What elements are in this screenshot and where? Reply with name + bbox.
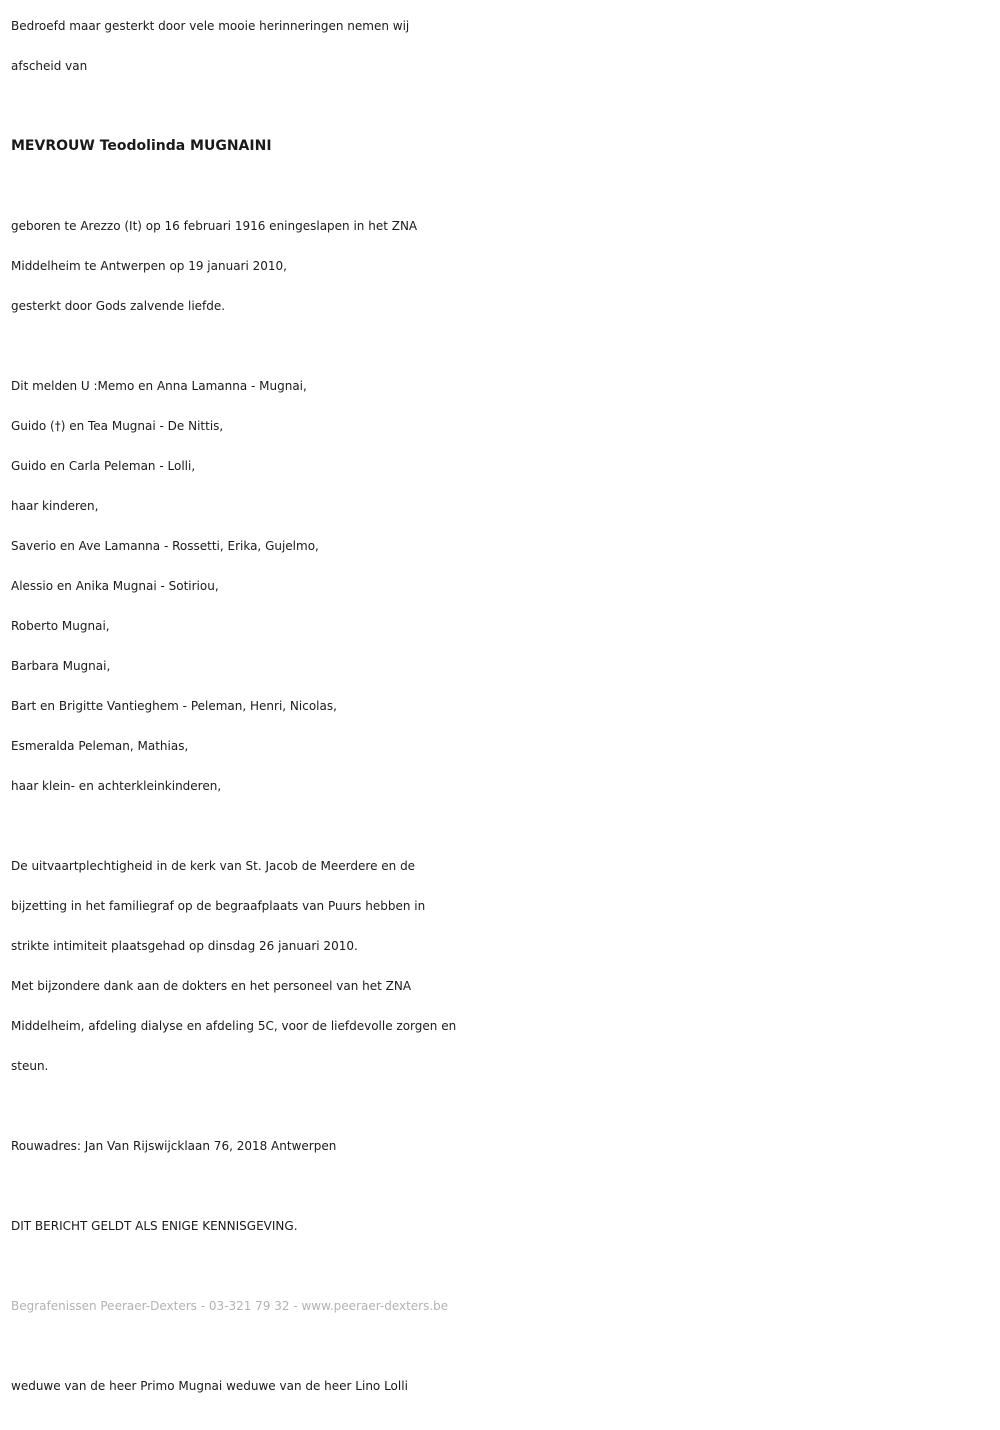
deceased-name: MEVROUW Teodolinda MUGNAINI [11, 138, 272, 154]
family-line: Saverio en Ave Lamanna - Rossetti, Erika, Gujelmo, [11, 539, 319, 553]
ceremony-line: Middelheim, afdeling dialyse en afdeling 5C, voor de liefdevolle zorgen en [11, 1019, 457, 1033]
spacer [11, 1246, 991, 1286]
family-line: Bart en Brigitte Vantieghem - Peleman, Henri, Nicolas, [11, 699, 337, 713]
family-line: Esmeralda Peleman, Mathias, [11, 739, 189, 753]
birth-line: Middelheim te Antwerpen op 19 januari 2010, [11, 259, 287, 273]
spacer [11, 166, 991, 206]
spacer [11, 86, 991, 126]
intro-line: afscheid van [11, 59, 88, 73]
spacer [11, 1326, 991, 1366]
intro-line: Bedroefd maar gesterkt door vele mooie herinneringen nemen wij [11, 19, 410, 33]
family-line: Guido (†) en Tea Mugnai - De Nittis, [11, 419, 224, 433]
intro-block [11, 6, 991, 86]
family-line: haar klein- en achterkleinkinderen, [11, 779, 222, 793]
birth-line: gesterkt door Gods zalvende liefde. [11, 299, 226, 313]
obituary-document [11, 6, 991, 1406]
ceremony-line: bijzetting in het familiegraf op de begraafplaats van Puurs hebben in [11, 899, 426, 913]
notice-text: DIT BERICHT GELDT ALS ENIGE KENNISGEVING. [11, 1219, 298, 1233]
spacer [11, 1086, 991, 1126]
ceremony-block [11, 846, 991, 1086]
ceremony-line: steun. [11, 1059, 49, 1073]
funeral-home-info: Begrafenissen Peeraer-Dexters - 03-321 79 32 - www.peeraer-dexters.be [11, 1299, 449, 1313]
birth-block [11, 206, 991, 326]
ceremony-line: strikte intimiteit plaatsgehad op dinsdag 26 januari 2010. [11, 939, 358, 953]
family-line: haar kinderen, [11, 499, 99, 513]
spacer [11, 1166, 991, 1206]
family-line: Guido en Carla Peleman - Lolli, [11, 459, 196, 473]
spacer [11, 806, 991, 846]
family-block [11, 366, 991, 806]
spacer [11, 326, 991, 366]
family-line: Alessio en Anika Mugnai - Sotiriou, [11, 579, 219, 593]
family-line: Dit melden U :Memo en Anna Lamanna - Mugnai, [11, 379, 307, 393]
family-line: Barbara Mugnai, [11, 659, 111, 673]
widow-line: weduwe van de heer Primo Mugnai weduwe van de heer Lino Lolli [11, 1379, 408, 1393]
family-line: Roberto Mugnai, [11, 619, 110, 633]
ceremony-line: Met bijzondere dank aan de dokters en het personeel van het ZNA [11, 979, 412, 993]
birth-line: geboren te Arezzo (It) op 16 februari 1916 eningeslapen in het ZNA [11, 219, 418, 233]
ceremony-line: De uitvaartplechtigheid in de kerk van St. Jacob de Meerdere en de [11, 859, 416, 873]
mourning-address: Rouwadres: Jan Van Rijswijcklaan 76, 2018 Antwerpen [11, 1139, 337, 1153]
